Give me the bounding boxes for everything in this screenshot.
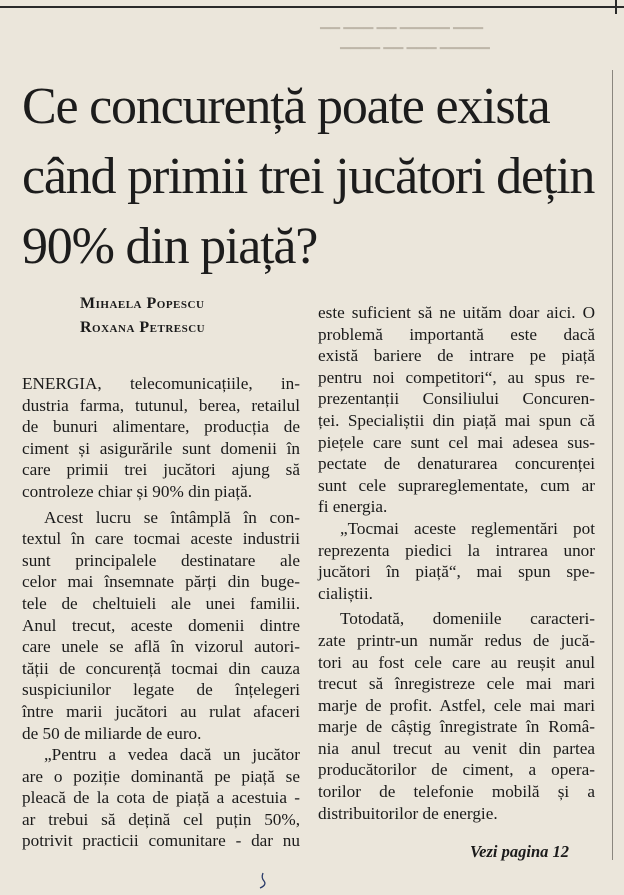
- text-line: piețele care sunt cel mai adesea sus-: [318, 432, 595, 452]
- text-line: „Tocmai aceste reglementări pot: [340, 518, 595, 538]
- text-line: suspiciunilor legate de înțelegeri: [22, 680, 300, 700]
- article-column-right: [318, 302, 595, 824]
- text-line: există bariere de intrare pe piață: [318, 346, 595, 366]
- text-line: Anul trecut, aceste domenii dintre: [22, 615, 300, 635]
- show-through-text: ▁▁▁▁ ▁▁ ▁▁▁ ▁▁▁▁▁: [340, 34, 490, 49]
- text-line: care primii trei jucători ajung să: [22, 460, 300, 480]
- text-line: de bunuri alimentare, producția de: [22, 417, 300, 437]
- show-through-text: ▁▁ ▁▁▁ ▁▁ ▁▁▁▁▁ ▁▁▁: [320, 14, 483, 29]
- continued-on-page: Vezi pagina 12: [470, 842, 570, 861]
- text-line: celor mai însemnate părți din buge-: [22, 572, 300, 592]
- text-line: reprezenta piedici la intrarea unor: [318, 540, 595, 560]
- text-line: prezentanții Consiliului Concuren-: [318, 389, 595, 409]
- headline-line: când primii trei jucători dețin: [22, 148, 595, 205]
- text-line: ar trebui să dețină cel puțin 50%,: [22, 809, 300, 829]
- text-line: producătorilor de ciment, a opera-: [318, 760, 595, 780]
- page-edge-mark: [615, 0, 617, 14]
- text-line: este suficient să ne uităm doar aici. O: [318, 303, 595, 322]
- text-line: pentru noi competitori“, au spus re-: [318, 367, 595, 387]
- author-name: Mihaela Popescu: [80, 295, 205, 312]
- text-line: cialiștii.: [318, 583, 373, 603]
- text-line: tății de concurență tocmai din cauza: [22, 658, 300, 678]
- headline-line: Ce concurență poate exista: [22, 78, 550, 135]
- text-line: care unele se află în vizorul autori-: [22, 637, 300, 657]
- text-line: dustria farma, tutunul, berea, retailul: [22, 395, 300, 415]
- text-line: Acest lucru se întâmplă în con-: [44, 507, 300, 527]
- page-top-rule: [0, 0, 624, 8]
- text-line: fi energia.: [318, 497, 388, 517]
- text-line: sunt principalele destinatare ale: [22, 550, 300, 570]
- text-line: nia anul trecut au venit din partea: [318, 738, 595, 758]
- text-line: problemă importantă este dacă: [318, 324, 595, 344]
- text-line: „Pentru a vedea dacă un jucător: [44, 745, 300, 765]
- text-line: Totodată, domeniile caracteri-: [340, 609, 595, 629]
- text-line: tele de cheltuieli ale unei familii.: [22, 593, 300, 613]
- text-line: ENERGIA, telecomunicațiile, in-: [22, 374, 300, 393]
- text-line: tori au fost cele care au reușit anul: [318, 652, 595, 672]
- text-line: potrivit practicii comunitare - dar nu: [22, 831, 300, 851]
- text-line: ței. Specialiștii din piață mai spun că: [318, 410, 595, 430]
- article-column-left: [22, 373, 300, 852]
- author-name: Roxana Petrescu: [80, 319, 206, 336]
- text-line: sunt cele suprareglementate, cum ar: [318, 475, 595, 495]
- pen-mark: [254, 872, 270, 890]
- text-line: de 50 de miliarde de euro.: [22, 723, 202, 743]
- headline-line: 90% din piață?: [22, 218, 318, 275]
- text-line: trecut să înregistreze cele mai mari: [318, 674, 595, 694]
- column-rule-right: [612, 70, 613, 860]
- text-line: marje de profit. Astfel, cele mai mari: [318, 695, 595, 715]
- text-line: zate printr-un număr redus de jucă-: [318, 630, 595, 650]
- byline: [80, 292, 205, 340]
- text-line: torilor de telefonie mobilă și a: [318, 782, 595, 802]
- text-line: textul în care tocmai aceste industrii: [22, 529, 300, 549]
- text-line: marje de câștig înregistrate în Româ-: [318, 717, 595, 737]
- text-line: pectate de denaturarea concurenței: [318, 454, 595, 474]
- text-line: are o poziție dominantă pe piață se: [22, 766, 300, 786]
- text-line: între marii jucători au rulat afaceri: [22, 701, 300, 721]
- headline: [22, 72, 607, 282]
- text-line: distribuitorilor de energie.: [318, 803, 498, 823]
- text-line: ciment și asigurările sunt domenii în: [22, 438, 300, 458]
- text-line: controleze chiar și 90% din piață.: [22, 481, 253, 501]
- text-line: pleacă de la cota de piață a acestuia -: [22, 788, 300, 808]
- text-line: jucători în piață“, mai spun spe-: [318, 562, 595, 582]
